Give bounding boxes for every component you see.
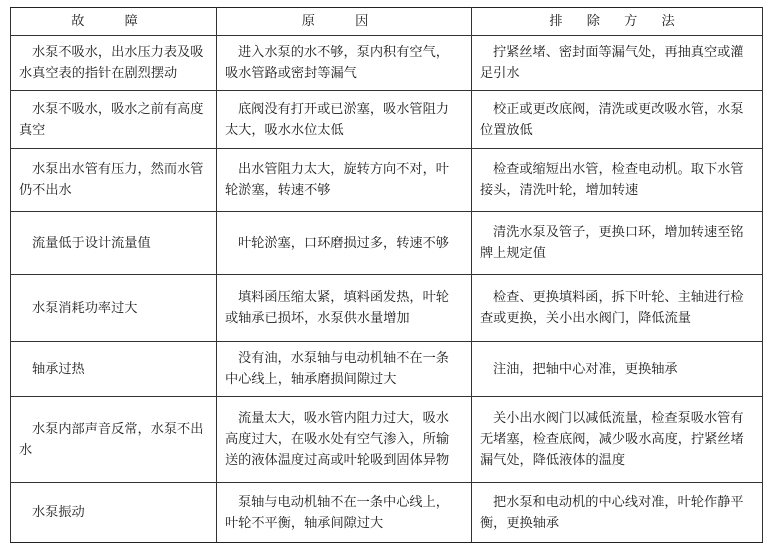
cause-cell: 泵轴与电动机轴不在一条中心线上，叶轮不平衡，轴承间隙过大 — [217, 483, 472, 543]
cause-cell: 叶轮淤塞，口环磨损过多，转速不够 — [217, 212, 472, 275]
remedy-cell: 清洗水泵及管子，更换口环，增加转速至铭牌上规定值 — [472, 212, 763, 275]
table-row — [11, 342, 763, 397]
fault-cell: 水泵振动 — [11, 483, 217, 543]
header-cause: 原 因 — [217, 8, 472, 36]
header-remedy: 排 除 方 法 — [472, 8, 763, 36]
cause-cell: 没有油，水泵轴与电动机轴不在一条中心线上，轴承磨损间隙过大 — [217, 342, 472, 397]
fault-cell: 轴承过热 — [11, 342, 217, 397]
header-fault: 故 障 — [11, 8, 217, 36]
table-row — [11, 149, 763, 212]
fault-cell: 水泵内部声音反常，水泵不出水 — [11, 397, 217, 483]
remedy-cell: 拧紧丝堵、密封面等漏气处，再抽真空或灌足引水 — [472, 36, 763, 91]
cause-cell: 底阀没有打开或已淤塞，吸水管阻力太大，吸水水位太低 — [217, 91, 472, 149]
remedy-cell: 把水泵和电动机的中心线对准，叶轮作静平衡，更换轴承 — [472, 483, 763, 543]
cause-cell: 填料函压缩太紧，填料函发热，叶轮或轴承已损坏，水泵供水量增加 — [217, 275, 472, 342]
remedy-cell: 检查或缩短出水管，检查电动机。取下水管接头，清洗叶轮，增加转速 — [472, 149, 763, 212]
table-row — [11, 397, 763, 483]
pump-fault-table — [10, 7, 763, 543]
table-row — [11, 91, 763, 149]
fault-cell: 水泵不吸水，吸水之前有高度真空 — [11, 91, 217, 149]
fault-cell: 水泵出水管有压力，然而水管仍不出水 — [11, 149, 217, 212]
remedy-cell: 检查、更换填料函，拆下叶轮、主轴进行检查或更换，关小出水阀门，降低流量 — [472, 275, 763, 342]
fault-cell: 流量低于设计流量值 — [11, 212, 217, 275]
fault-cell: 水泵消耗功率过大 — [11, 275, 217, 342]
remedy-cell: 关小出水阀门以减低流量，检查泵吸水管有无堵塞，检查底阀，减少吸水高度，拧紧丝堵漏气处，降低液体的温度 — [472, 397, 763, 483]
cause-cell: 流量太大，吸水管内阻力过大，吸水高度过大，在吸水处有空气渗入，所输送的液体温度过高或叶轮吸到固体异物 — [217, 397, 472, 483]
table-row — [11, 483, 763, 543]
table-header-row — [11, 8, 763, 36]
remedy-cell: 注油，把轴中心对准，更换轴承 — [472, 342, 763, 397]
table-row — [11, 275, 763, 342]
cause-cell: 进入水泵的水不够，泵内积有空气，吸水管路或密封等漏气 — [217, 36, 472, 91]
fault-cell: 水泵不吸水，出水压力表及吸水真空表的指针在剧烈摆动 — [11, 36, 217, 91]
cause-cell: 出水管阻力太大，旋转方向不对，叶轮淤塞，转速不够 — [217, 149, 472, 212]
table-row — [11, 212, 763, 275]
remedy-cell: 校正或更改底阀，清洗或更改吸水管，水泵位置放低 — [472, 91, 763, 149]
table-row — [11, 36, 763, 91]
